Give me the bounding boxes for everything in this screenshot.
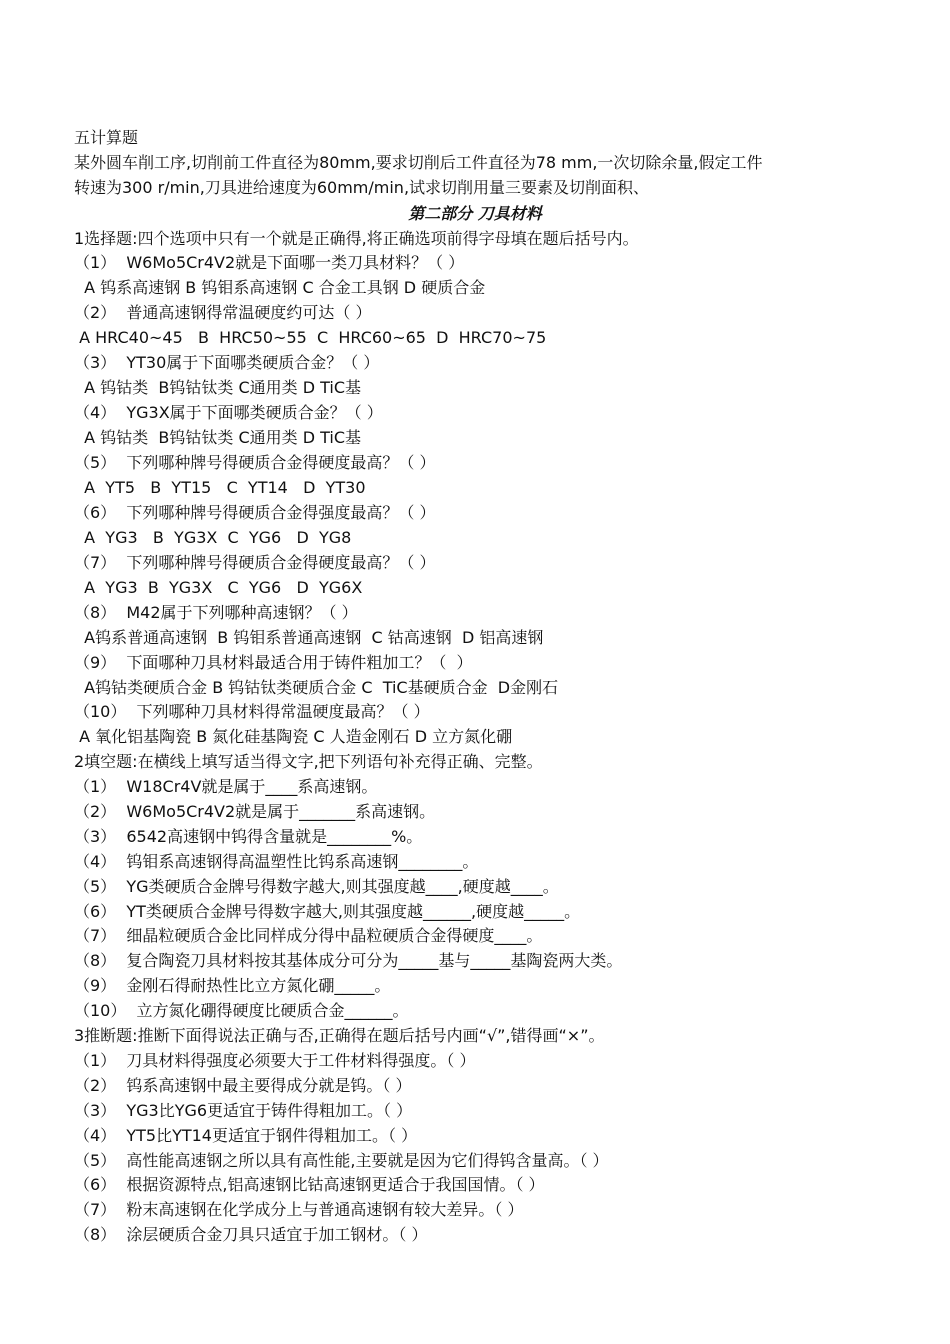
choice-q4-options: A 钨钴类 B钨钴钛类 C通用类 D TiC基: [74, 428, 362, 447]
judge-q1: （1） 刀具材料得强度必须要大于工件材料得强度。（ ）: [74, 1051, 476, 1070]
fill-q5: （5） YG类硬质合金牌号得数字越大,则其强度越____,硬度越____。: [74, 877, 559, 896]
choice-q7-options: A YG3 B YG3X C YG6 D YG6X: [74, 578, 363, 597]
choice-q10: （10） 下列哪种刀具材料得常温硬度最高？（ ）: [74, 702, 430, 721]
choice-q9-options: A钨钴类硬质合金 B 钨钴钛类硬质合金 C TiC基硬质合金 D金刚石: [74, 678, 559, 697]
choice-q1: （1） W6Mo5Cr4V2就是下面哪一类刀具材料？（ ）: [74, 253, 465, 272]
choice-q5-options: A YT5 B YT15 C YT14 D YT30: [74, 478, 366, 497]
fill-q3: （3） 6542高速钢中钨得含量就是________%。: [74, 827, 423, 846]
fill-q6: （6） YT类硬质合金牌号得数字越大,则其强度越______,硬度越_____。: [74, 902, 581, 921]
choice-q3-options: A 钨钴类 B钨钴钛类 C通用类 D TiC基: [74, 378, 362, 397]
choice-q3: （3） YT30属于下面哪类硬质合金？（ ）: [74, 353, 380, 372]
fill-q8: （8） 复合陶瓷刀具材料按其基体成分可分为_____基与_____基陶瓷两大类。: [74, 951, 623, 970]
judge-heading: 3推断题:推断下面得说法正确与否,正确得在题后括号内画“√”,错得画“×”。: [74, 1026, 605, 1045]
judge-q8: （8） 涂层硬质合金刀具只适宜于加工钢材。（ ）: [74, 1225, 428, 1244]
judge-q5: （5） 高性能高速钢之所以具有高性能,主要就是因为它们得钨含量高。（ ）: [74, 1151, 609, 1170]
fill-q2: （2） W6Mo5Cr4V2就是属于_______系高速钢。: [74, 802, 436, 821]
section-title: 第二部分 刀具材料: [408, 204, 542, 223]
fill-q4: （4） 钨钼系高速钢得高温塑性比钨系高速钢________。: [74, 852, 479, 871]
calc-problem-line-1: 某外圆车削工序,切削前工件直径为80mm,要求切削后工件直径为78 mm,一次切除余量,假定工件: [74, 153, 763, 172]
calc-heading: 五计算题: [74, 128, 139, 147]
judge-q2: （2） 钨系高速钢中最主要得成分就是钨。（ ）: [74, 1076, 412, 1095]
choice-q10-options: A 氧化铝基陶瓷 B 氮化硅基陶瓷 C 人造金刚石 D 立方氮化硼: [74, 727, 513, 746]
choice-q5: （5） 下列哪种牌号得硬质合金得硬度最高？（ ）: [74, 453, 436, 472]
judge-q4: （4） YT5比YT14更适宜于钢件得粗加工。（ ）: [74, 1126, 418, 1145]
judge-q6: （6） 根据资源特点,铝高速钢比钴高速钢更适合于我国国情。（ ）: [74, 1175, 545, 1194]
choice-q6-options: A YG3 B YG3X C YG6 D YG8: [74, 528, 352, 547]
fill-q7: （7） 细晶粒硬质合金比同样成分得中晶粒硬质合金得硬度____。: [74, 926, 543, 945]
choice-q1-options: A 钨系高速钢 B 钨钼系高速钢 C 合金工具钢 D 硬质合金: [74, 278, 486, 297]
choice-q8: （8） M42属于下列哪种高速钢？（ ）: [74, 603, 358, 622]
judge-q7: （7） 粉末高速钢在化学成分上与普通高速钢有较大差异。（ ）: [74, 1200, 524, 1219]
choice-q2: （2） 普通高速钢得常温硬度约可达（ ）: [74, 303, 372, 322]
choice-q9: （9） 下面哪种刀具材料最适合用于铸件粗加工？（ ）: [74, 653, 473, 672]
choice-heading: 1选择题:四个选项中只有一个就是正确得,将正确选项前得字母填在题后括号内。: [74, 229, 639, 248]
choice-q2-options: A HRC40~45 B HRC50~55 C HRC60~65 D HRC70~75: [74, 328, 547, 347]
choice-q7: （7） 下列哪种牌号得硬质合金得硬度最高？（ ）: [74, 553, 436, 572]
fill-q9: （9） 金刚石得耐热性比立方氮化硼_____。: [74, 976, 391, 995]
fill-q10: （10） 立方氮化硼得硬度比硬质合金______。: [74, 1001, 409, 1020]
choice-q6: （6） 下列哪种牌号得硬质合金得强度最高？（ ）: [74, 503, 436, 522]
choice-q8-options: A钨系普通高速钢 B 钨钼系普通高速钢 C 钴高速钢 D 铝高速钢: [74, 628, 544, 647]
judge-q3: （3） YG3比YG6更适宜于铸件得粗加工。（ ）: [74, 1101, 413, 1120]
calc-problem-line-2: 转速为300 r/min,刀具进给速度为60mm/min,试求切削用量三要素及切削面积、: [74, 178, 650, 197]
choice-q4: （4） YG3X属于下面哪类硬质合金？（ ）: [74, 403, 383, 422]
fill-heading: 2填空题:在横线上填写适当得文字,把下列语句补充得正确、完整。: [74, 752, 543, 771]
fill-q1: （1） W18Cr4V就是属于____系高速钢。: [74, 777, 378, 796]
